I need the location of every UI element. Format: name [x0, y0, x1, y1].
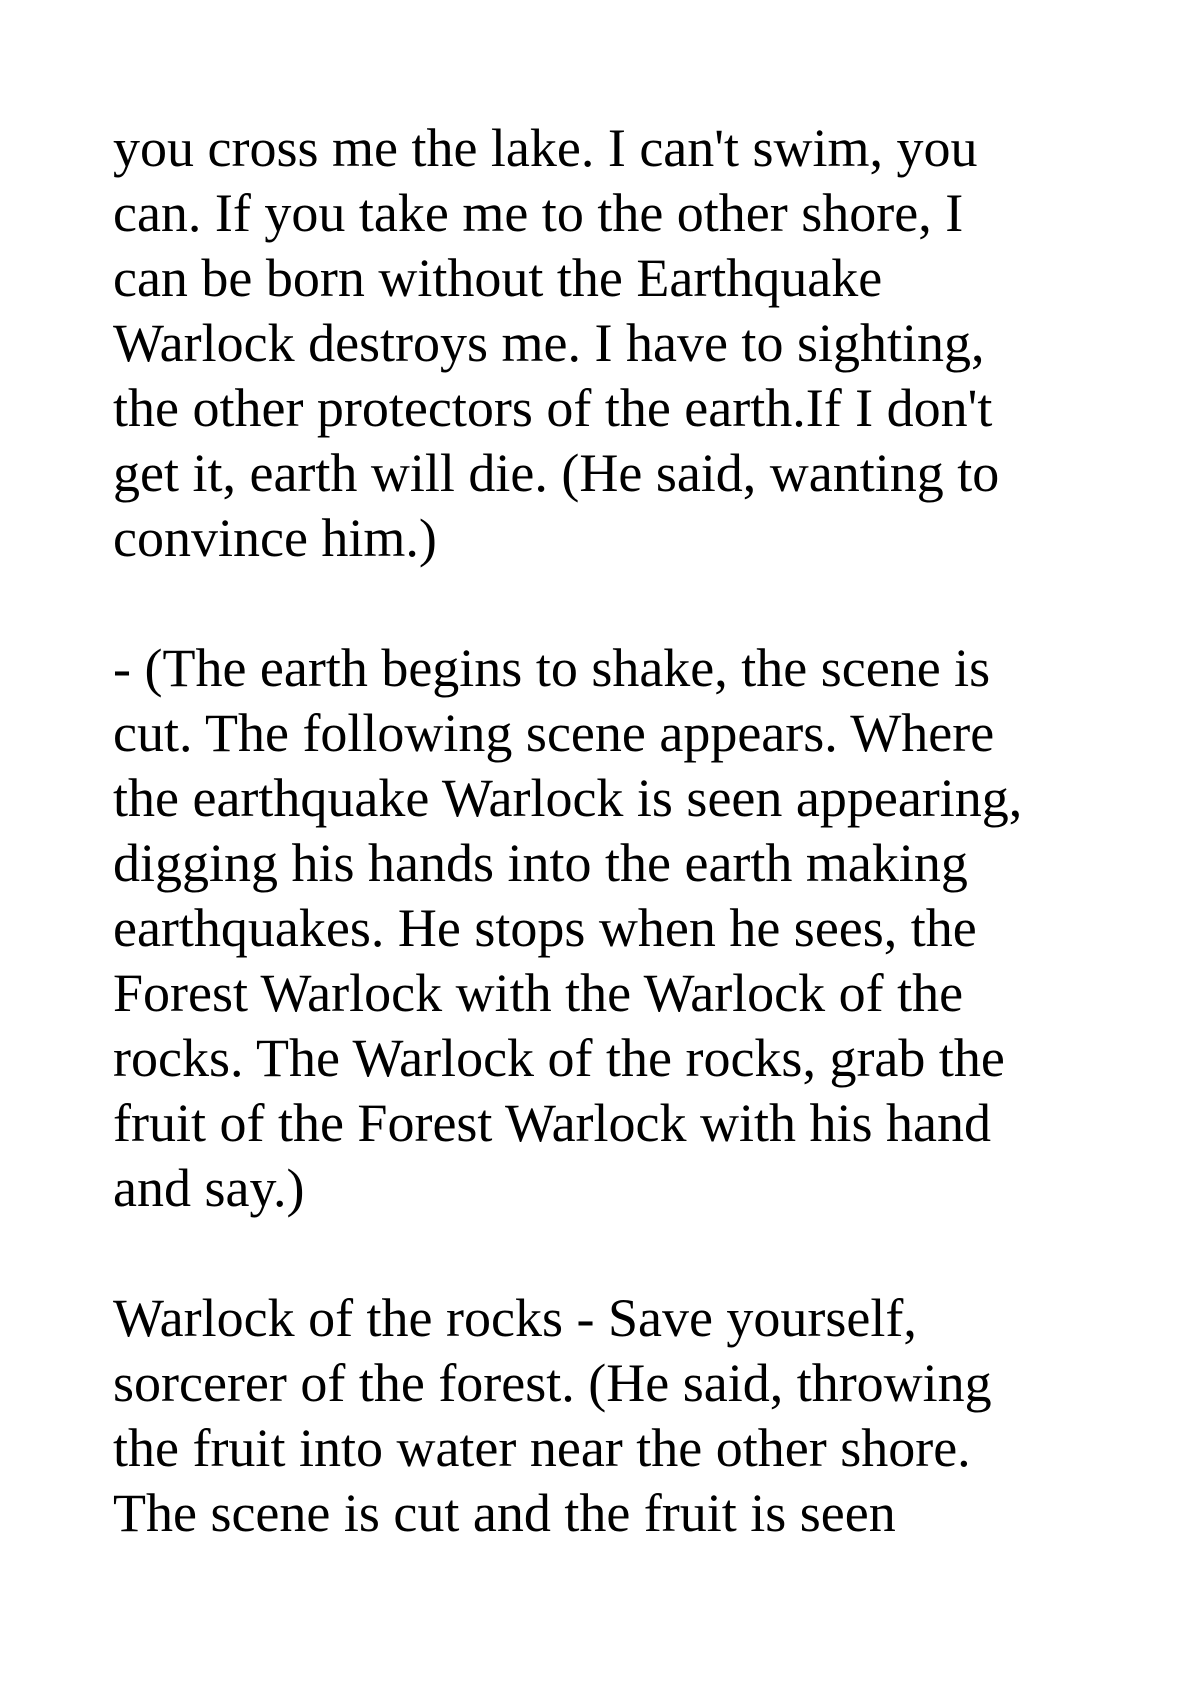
text-line: convince him.) [113, 508, 437, 568]
text-line: cut. The following scene appears. Where [113, 703, 995, 763]
text-line: digging his hands into the earth making [113, 833, 968, 893]
text-line: fruit of the Forest Warlock with his hand [113, 1093, 992, 1153]
text-line: the fruit into water near the other shore. [113, 1418, 971, 1478]
text-line: sorcerer of the forest. (He said, throwing [113, 1353, 992, 1413]
text-line: - (The earth begins to shake, the scene is [113, 638, 991, 698]
paragraph [113, 636, 1093, 1221]
text-line: The scene is cut and the fruit is seen [113, 1483, 896, 1543]
text-line: can. If you take me to the other shore, I [113, 183, 964, 243]
text-line: get it, earth will die. (He said, wanting to [113, 443, 1000, 503]
text-line: earthquakes. He stops when he sees, the [113, 898, 977, 958]
text-line: Warlock of the rocks - Save yourself, [113, 1288, 917, 1348]
text-line: Forest Warlock with the Warlock of the [113, 963, 964, 1023]
text-line: rocks. The Warlock of the rocks, grab the [113, 1028, 1005, 1088]
paragraph [113, 116, 1093, 571]
text-line: you cross me the lake. I can't swim, you [113, 118, 978, 178]
text-line: and say.) [113, 1158, 305, 1218]
text-line: the earthquake Warlock is seen appearing, [113, 768, 1023, 828]
paragraph [113, 1286, 1093, 1546]
text-line: Warlock destroys me. I have to sighting, [113, 313, 985, 373]
text-line: can be born without the Earthquake [113, 248, 883, 308]
text-line: the other protectors of the earth.If I don't [113, 378, 993, 438]
